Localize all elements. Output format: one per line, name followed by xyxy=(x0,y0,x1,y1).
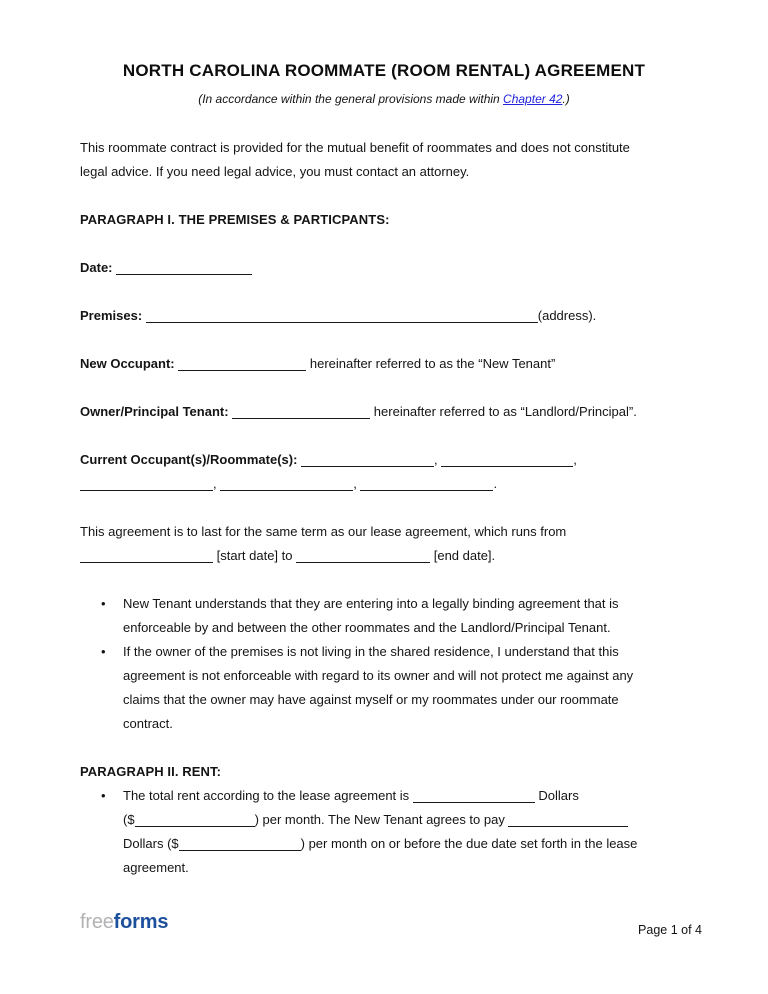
occupant-5-blank-line[interactable] xyxy=(360,477,493,491)
logo-free-text: free xyxy=(80,911,114,933)
tenant-rent-words-blank-line[interactable] xyxy=(508,813,628,827)
current-occupants-line-1 xyxy=(80,448,688,472)
total-rent-amount-blank-line[interactable] xyxy=(135,813,255,827)
premises-blank-line[interactable] xyxy=(146,309,538,323)
end-date-blank-line[interactable] xyxy=(296,549,430,563)
intro-line-1: This roommate contract is provided for the mutual benefit of roommates and does not constitute xyxy=(80,140,630,155)
rent-text: Dollars xyxy=(534,788,579,803)
bullet-2-line-4: contract. xyxy=(123,716,173,731)
subtitle-suffix: .) xyxy=(562,92,570,106)
rent-text: ) per month on or before the due date set forth in the lease xyxy=(300,836,638,851)
current-occupants-label: Current Occupant(s)/Roommate(s): xyxy=(80,452,302,467)
list-item xyxy=(80,592,688,640)
start-date-label: [start date] to xyxy=(213,548,297,563)
separator: , xyxy=(573,452,577,467)
terminator: . xyxy=(493,476,498,491)
occupant-2-blank-line[interactable] xyxy=(441,453,573,467)
new-occupant-blank-line[interactable] xyxy=(178,357,306,371)
rent-line-3 xyxy=(123,832,688,856)
paragraph-2-heading: PARAGRAPH II. RENT: xyxy=(80,764,222,779)
owner-principal-blank-line[interactable] xyxy=(232,405,370,419)
end-date-label: [end date]. xyxy=(430,548,496,563)
separator: , xyxy=(213,476,221,491)
date-field xyxy=(80,256,688,280)
new-occupant-suffix: hereinafter referred to as the “New Tenant” xyxy=(306,356,556,371)
occupant-1-blank-line[interactable] xyxy=(301,453,434,467)
date-blank-line[interactable] xyxy=(116,261,252,275)
rent-text: ($ xyxy=(123,812,135,827)
total-rent-words-blank-line[interactable] xyxy=(413,789,535,803)
rent-text: The total rent according to the lease agreement is xyxy=(123,788,413,803)
premises-label: Premises: xyxy=(80,308,146,323)
separator: , xyxy=(434,452,442,467)
chapter-42-link[interactable]: Chapter 42 xyxy=(503,92,563,106)
bullet-1-line-2: enforceable by and between the other roommates and the Landlord/Principal Tenant. xyxy=(123,620,611,635)
intro-line-2: legal advice. If you need legal advice, you must contact an attorney. xyxy=(80,164,470,179)
rent-text: Dollars ($ xyxy=(123,836,179,851)
bullet-2-line-3: claims that the owner may have against myself or my roommates under our roommate xyxy=(123,692,619,707)
bullet-2-line-1: If the owner of the premises is not living in the shared residence, I understand that this xyxy=(123,644,619,659)
subtitle-prefix: (In accordance within the general provisions made within xyxy=(198,92,504,106)
new-occupant-field xyxy=(80,352,688,376)
list-item xyxy=(80,640,688,736)
premises-field xyxy=(80,304,688,328)
bullet-icon: • xyxy=(101,788,106,803)
start-date-blank-line[interactable] xyxy=(80,549,213,563)
page-number: Page 1 of 4 xyxy=(638,923,702,937)
term-paragraph xyxy=(80,520,688,568)
date-label: Date: xyxy=(80,260,117,275)
current-occupants-field xyxy=(80,448,688,496)
logo-forms-text: forms xyxy=(113,911,169,933)
rent-bullet-item xyxy=(80,784,688,880)
freeforms-logo xyxy=(80,910,168,934)
owner-principal-suffix: hereinafter referred to as “Landlord/Principal”. xyxy=(370,404,637,419)
term-line-2 xyxy=(80,544,688,568)
occupant-4-blank-line[interactable] xyxy=(220,477,353,491)
bullet-2-line-2: agreement is not enforceable with regard to its owner and will not protect me against any xyxy=(123,668,634,683)
rent-text: ) per month. The New Tenant agrees to pay xyxy=(254,812,509,827)
term-line-1: This agreement is to last for the same term as our lease agreement, which runs from xyxy=(80,524,567,539)
document-subtitle xyxy=(80,88,688,110)
owner-principal-field xyxy=(80,400,688,424)
bullet-icon: • xyxy=(101,644,106,659)
document-title: NORTH CAROLINA ROOMMATE (ROOM RENTAL) AGREEMENT xyxy=(122,61,646,80)
current-occupants-line-2 xyxy=(80,472,688,496)
tenant-rent-amount-blank-line[interactable] xyxy=(179,837,301,851)
understanding-bullet-list xyxy=(80,592,688,736)
bullet-1-line-1: New Tenant understands that they are entering into a legally binding agreement that is xyxy=(123,596,619,611)
rent-line-2 xyxy=(123,808,688,832)
new-occupant-label: New Occupant: xyxy=(80,356,179,371)
occupant-3-blank-line[interactable] xyxy=(80,477,213,491)
premises-suffix: (address). xyxy=(537,308,597,323)
rent-line-4: agreement. xyxy=(123,860,189,875)
intro-paragraph xyxy=(80,136,688,184)
bullet-icon: • xyxy=(101,596,106,611)
separator: , xyxy=(353,476,361,491)
owner-principal-label: Owner/Principal Tenant: xyxy=(80,404,233,419)
paragraph-1-heading: PARAGRAPH I. THE PREMISES & PARTICPANTS: xyxy=(80,212,390,227)
rent-line-1 xyxy=(123,784,688,808)
